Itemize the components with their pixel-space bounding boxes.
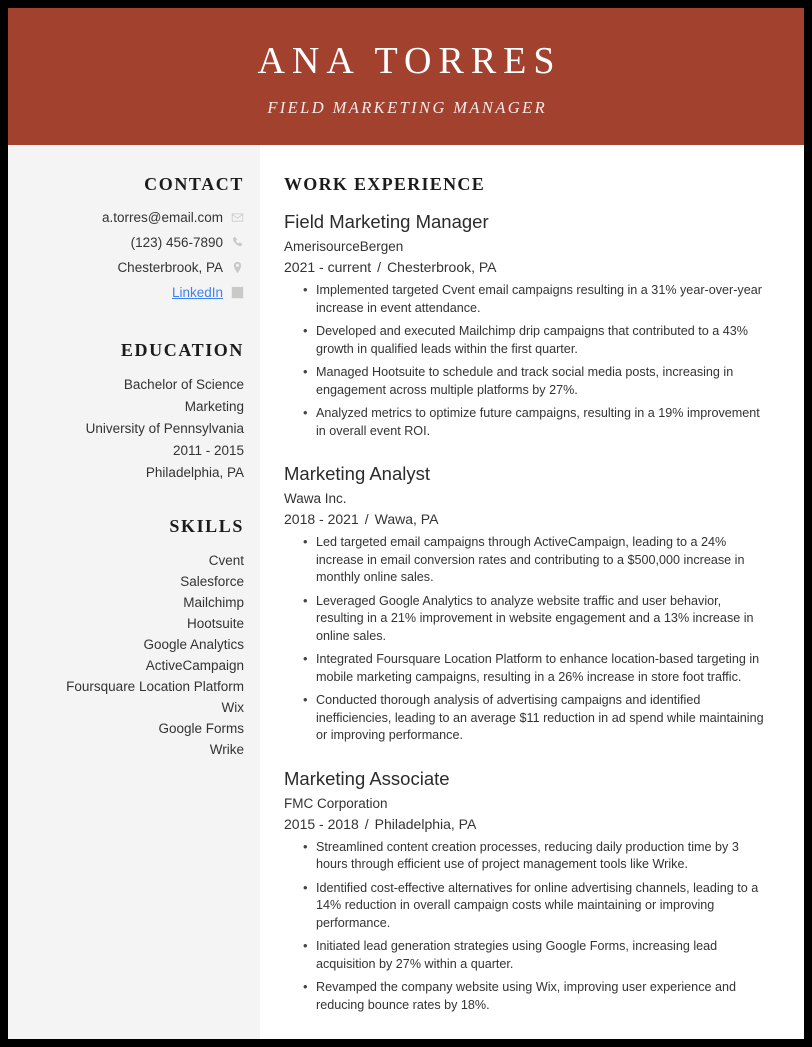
job-meta [284, 509, 771, 530]
education-location: Philadelphia, PA [145, 465, 244, 480]
envelope-icon [231, 211, 244, 224]
linkedin-icon [231, 286, 244, 299]
contact-item-phone [22, 233, 244, 252]
job-dates: 2018 - 2021 [284, 511, 359, 527]
education-degree: Bachelor of Science [123, 377, 244, 392]
resume-body [8, 145, 804, 1039]
education-heading: EDUCATION [120, 340, 244, 360]
contact-email-text: a.torres@email.com [102, 210, 223, 225]
job-entry [284, 766, 771, 1015]
job-bullet: • Streamlined content creation processes, reducing daily production time by 3 hours through efficient use of project management tools like Wrike. [284, 839, 771, 874]
job-separator: / [364, 815, 369, 832]
job-bullet-list [284, 282, 771, 440]
job-bullet: • Analyzed metrics to optimize future campaigns, resulting in a 19% improvement in overall event ROI. [284, 405, 771, 440]
job-bullet: • Conducted thorough analysis of advertising campaigns and identified inefficiencies, leading to an average $11 reduction in ad spend while maintaining or improving performance. [284, 692, 771, 745]
skills-section [22, 516, 244, 760]
linkedin-link[interactable]: LinkedIn [171, 285, 223, 300]
skill-item: Google Analytics [143, 637, 244, 652]
job-bullet: • Implemented targeted Cvent email campaigns resulting in a 31% year-over-year increase in event attendance. [284, 282, 771, 317]
job-title: Marketing Analyst [284, 463, 431, 484]
contact-location-text: Chesterbrook, PA [117, 260, 223, 275]
sidebar-spacer-2 [22, 484, 244, 516]
job-bullet: • Integrated Foursquare Location Platform to enhance location-based targeting in mobile marketing campaigns, resulting in a 26% increase in store foot traffic. [284, 651, 771, 686]
skill-item: Hootsuite [186, 616, 244, 631]
job-bullet: • Leveraged Google Analytics to analyze website traffic and user behavior, resulting in a 21% improvement in website engagement and a 13% increase in online sales. [284, 593, 771, 646]
skill-item: ActiveCampaign [145, 658, 244, 673]
job-bullet-list [284, 534, 771, 745]
skill-item: Mailchimp [183, 595, 244, 610]
job-bullet: • Revamped the company website using Wix, improving user experience and reducing bounce rates by 18%. [284, 979, 771, 1014]
resume-header [8, 8, 804, 145]
job-bullet: • Managed Hootsuite to schedule and track social media posts, increasing in engagement across multiple platforms by 27%. [284, 364, 771, 399]
job-bullet: • Identified cost-effective alternatives for online advertising channels, leading to a 14% reduction in overall campaign costs while maintaining or improving performance. [284, 880, 771, 933]
location-pin-icon [231, 261, 244, 274]
job-bullet: • Developed and executed Mailchimp drip campaigns that contributed to a 43% growth in qualified leads within the first quarter. [284, 323, 771, 358]
job-title: Marketing Associate [284, 767, 450, 789]
job-title: Field Marketing Manager [284, 211, 489, 232]
job-meta [284, 814, 771, 835]
skill-item: Salesforce [180, 574, 244, 589]
contact-phone-text: (123) 456-7890 [130, 235, 223, 250]
job-entry [284, 209, 771, 440]
contact-item-linkedin[interactable] [22, 283, 244, 302]
job-company: Wawa Inc. [284, 491, 347, 506]
job-company: FMC Corporation [284, 795, 388, 811]
education-major: Marketing [184, 399, 244, 414]
job-location: Philadelphia, PA [374, 815, 477, 832]
job-meta [284, 257, 771, 278]
contact-heading: CONTACT [144, 174, 244, 194]
skill-item: Cvent [208, 553, 244, 568]
skill-item: Google Forms [158, 721, 244, 736]
job-location: Chesterbrook, PA [387, 259, 497, 275]
education-section [22, 340, 244, 484]
resume-page [8, 8, 804, 1039]
sidebar [8, 145, 260, 1039]
phone-icon [231, 236, 244, 249]
skills-heading: SKILLS [169, 516, 244, 536]
contact-item-location [22, 258, 244, 277]
job-location: Wawa, PA [374, 511, 439, 527]
job-dates: 2021 - current [284, 259, 372, 275]
job-separator: / [364, 511, 369, 527]
page-title: ANA TORRES [257, 40, 562, 83]
sidebar-spacer-1 [22, 308, 244, 340]
job-bullet-list [284, 839, 771, 1015]
skill-item: Wix [221, 700, 244, 715]
education-dates: 2011 - 2015 [172, 443, 244, 458]
work-experience-heading: WORK EXPERIENCE [284, 174, 486, 194]
skill-item: Foursquare Location Platform [66, 679, 244, 694]
job-company: AmerisourceBergen [284, 239, 404, 254]
job-separator: / [377, 259, 382, 275]
skill-item: Wrike [209, 742, 244, 757]
job-bullet: • Initiated lead generation strategies using Google Forms, increasing lead acquisition by 27% within a quarter. [284, 938, 771, 973]
job-entry [284, 461, 771, 745]
job-bullet: • Led targeted email campaigns through ActiveCampaign, leading to a 24% increase in email conversion rates and contributing to a $500,000 increase in monthly online sales. [284, 534, 771, 587]
education-school: University of Pennsylvania [85, 421, 244, 436]
header-subtitle: FIELD MARKETING MANAGER [267, 97, 548, 117]
main-content [260, 145, 804, 1039]
contact-item-email [22, 208, 244, 227]
job-dates: 2015 - 2018 [284, 815, 359, 832]
